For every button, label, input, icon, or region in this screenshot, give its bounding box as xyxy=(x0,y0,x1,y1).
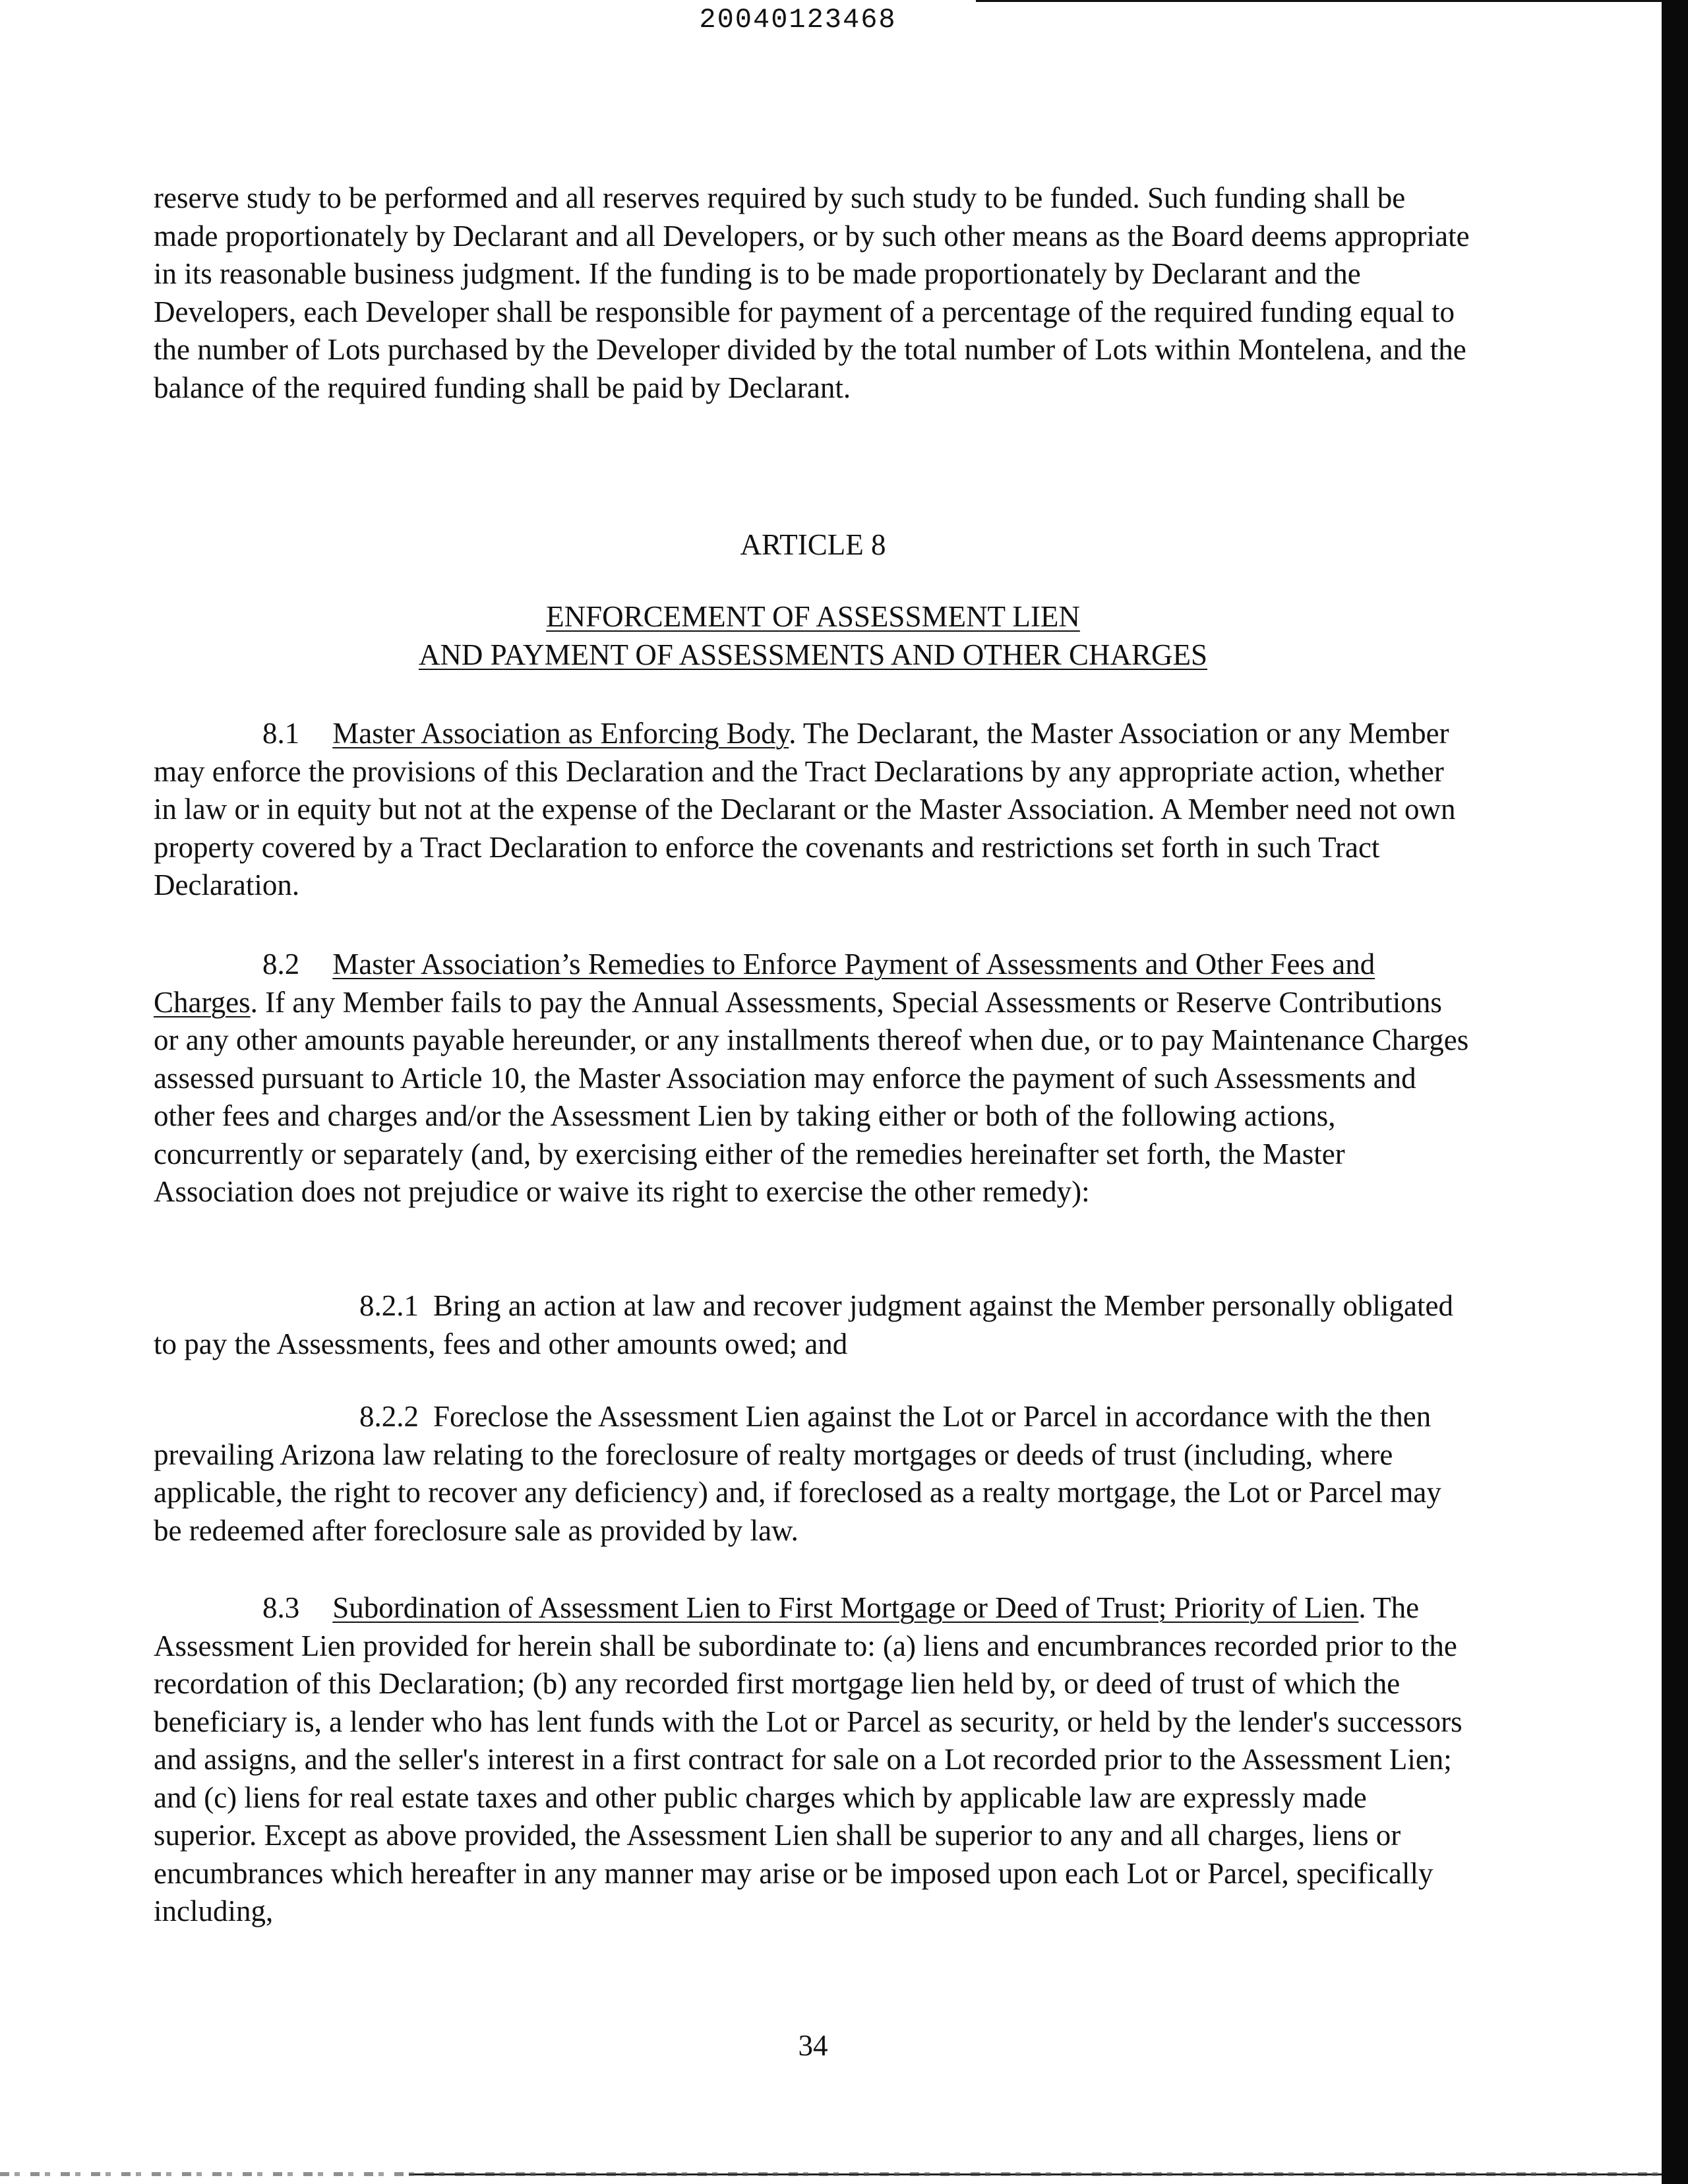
scan-bottom-marks xyxy=(0,2172,1662,2176)
scan-right-edge xyxy=(1662,0,1688,2184)
article-title-line1: ENFORCEMENT OF ASSESSMENT LIEN xyxy=(546,600,1080,633)
section-8-2-2-number: 8.2.2 xyxy=(359,1400,419,1433)
section-8-2-1-text: Bring an action at law and recover judgment against the Member personally obligated to pay the Assessments, fees and other amounts owed; and xyxy=(154,1289,1454,1360)
document-number: 20040123468 xyxy=(699,4,897,36)
intro-text: reserve study to be performed and all reserves required by such study to be funded. Such funding shall be made proportionately by Declarant and all Developers, or by such other means as the Board deems appropriate in its reasonable business judgment. If the funding is to be made proportionately by Declarant and the Developers, each Developer shall be responsible for payment of a percentage of the required funding equal to the number of Lots purchased by the Developer divided by the total number of Lots within Montelena, and the balance of the required funding shall be paid by Declarant. xyxy=(154,181,1470,404)
section-8-3-text: . The Assessment Lien provided for herein shall be subordinate to: (a) liens and encumbrances recorded prior to the recordation of this Declaration; (b) any recorded first mortgage lien held by, or deed of trust of which the beneficiary is, a lender who has lent funds with the Lot or Parcel as security, or held by the lender's successors and assigns, and the seller's interest in a first contract for sale on a Lot recorded prior to the Assessment Lien; and (c) liens for real estate taxes and other public charges which by applicable law are expressly made superior. Except as above provided, the Assessment Lien shall be superior to any and all charges, liens or encumbrances which hereafter in any manner may arise or be imposed upon each Lot or Parcel, specifically including, xyxy=(154,1591,1462,1927)
section-8-1-number: 8.1 xyxy=(262,717,300,750)
article-label: ARTICLE 8 xyxy=(740,528,886,561)
section-8-2-1 xyxy=(154,1287,1472,1363)
article-title xyxy=(154,597,1472,674)
section-8-3-heading: Subordination of Assessment Lien to First Mortgage or Deed of Trust; Priority of Lien xyxy=(332,1591,1359,1624)
section-8-2-1-number: 8.2.1 xyxy=(359,1289,419,1322)
intro-paragraph xyxy=(154,179,1472,407)
scan-top-rule xyxy=(976,0,1688,2)
section-8-2-2 xyxy=(154,1398,1472,1550)
section-8-2 xyxy=(154,946,1472,1211)
section-8-1-heading: Master Association as Enforcing Body xyxy=(332,717,789,750)
section-8-3-number: 8.3 xyxy=(262,1591,300,1624)
page-number: 34 xyxy=(798,2029,828,2062)
article-title-line2: AND PAYMENT OF ASSESSMENTS AND OTHER CHARGES xyxy=(418,638,1208,671)
section-8-1-text: . The Declarant, the Master Association or any Member may enforce the provisions of this Declaration and the Tract Declarations by any appropriate action, whether in law or in equity but not at the expense of the Declarant or the Master Association. A Member need not own property covered by a Tract Declaration to enforce the covenants and restrictions set forth in such Tract Declaration. xyxy=(154,717,1456,901)
section-8-2-text: . If any Member fails to pay the Annual Assessments, Special Assessments or Reserve Contributions or any other amounts payable hereunder, or any installments thereof when due, or to pay Maintenance Charges assessed pursuant to Article 10, the Master Association may enforce the payment of such Assessments and other fees and charges and/or the Assessment Lien by taking either or both of the following actions, concurrently or separately (and, by exercising either of the remedies hereinafter set forth, the Master Association does not prejudice or waive its right to exercise the other remedy): xyxy=(154,985,1469,1208)
section-8-2-2-text: Foreclose the Assessment Lien against the Lot or Parcel in accordance with the then prevailing Arizona law relating to the foreclosure of realty mortgages or deeds of trust (including, where applicable, the right to recover any deficiency) and, if foreclosed as a realty mortgage, the Lot or Parcel may be redeemed after foreclosure sale as provided by law. xyxy=(154,1400,1441,1547)
section-8-2-heading: Master Association’s Remedies to Enforce Payment of Assessments and Other Fees and Charges xyxy=(154,948,1375,1019)
section-8-2-number: 8.2 xyxy=(262,948,300,981)
section-8-1 xyxy=(154,715,1472,905)
section-8-3 xyxy=(154,1589,1472,1931)
